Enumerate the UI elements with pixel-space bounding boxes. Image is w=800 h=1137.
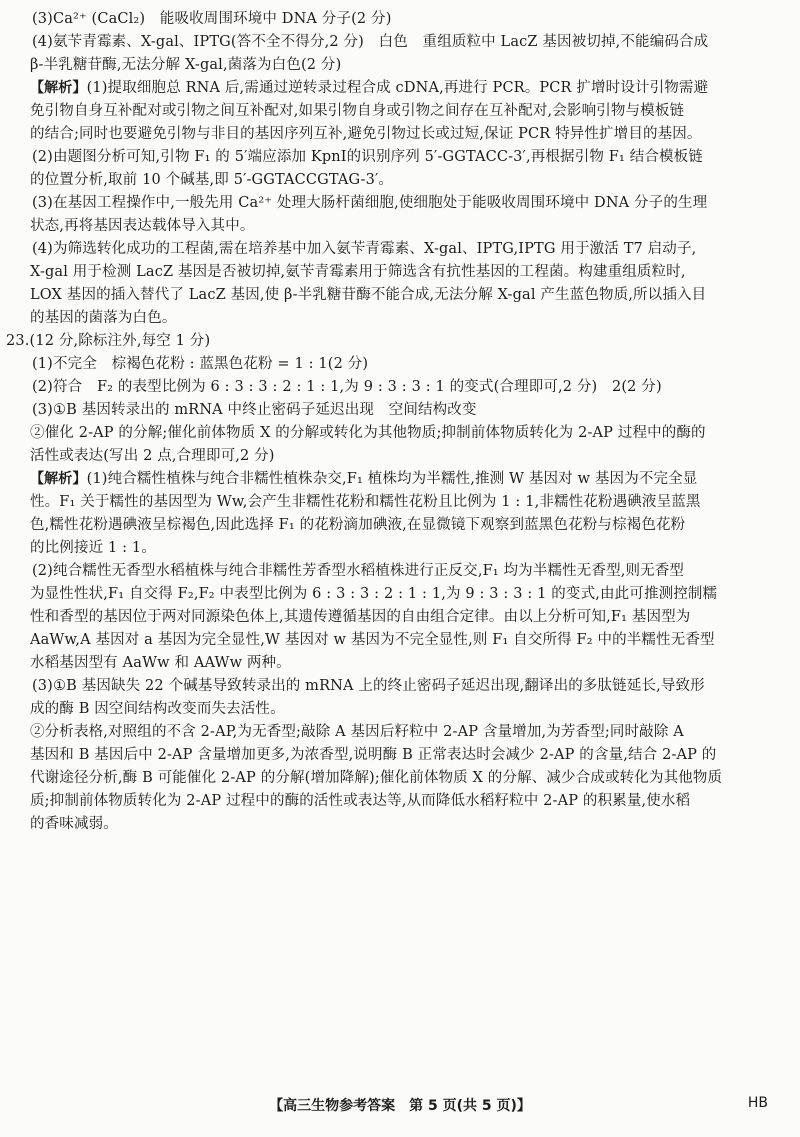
analysis-line: X-gal 用于检测 LacZ 基因是否被切掉,氨苄青霉素用于筛选含有抗性基因的工程菌。构建重组质粒时, xyxy=(30,264,686,280)
analysis-line xyxy=(30,77,774,100)
analysis-line: 水稻基因型有 AaWw 和 AAWw 两种。 xyxy=(30,655,291,671)
analysis-text: (1)纯合糯性植株与纯合非糯性植株杂交,F₁ 植株均为半糯性,推测 W 基因对 w 基因为不完全显 xyxy=(86,471,698,487)
analysis-line: 性和香型的基因位于两对同源染色体上,其遗传遵循基因的自由组合定律。由以上分析可知,F₁ 基因型为 xyxy=(30,609,691,625)
analysis-line: 质;抑制前体物质转化为 2-AP 过程中的酶的活性或表达等,从而降低水稻籽粒中 2-AP 的积累量,使水稻 xyxy=(30,793,691,809)
analysis-line: 状态,再将基因表达载体导入其中。 xyxy=(30,218,255,234)
answer-line: β-半乳糖苷酶,无法分解 X-gal,菌落为白色(2 分) xyxy=(30,57,342,73)
analysis-line: 的比例接近 1 : 1。 xyxy=(30,540,156,556)
answer-line: 活性或表达(写出 2 点,合理即可,2 分) xyxy=(30,448,275,464)
answer-line: (3)①B 基因转录出的 mRNA 中终止密码子延迟出现 空间结构改变 xyxy=(32,402,477,418)
answer-line: (2)符合 F₂ 的表型比例为 6 : 3 : 3 : 2 : 1 : 1,为 9 : 3 : 3 : 1 的变式(合理即可,2 分) 2(2 分) xyxy=(32,379,662,395)
analysis-line: 色,糯性花粉遇碘液呈棕褐色,因此选择 F₁ 的花粉滴加碘液,在显微镜下观察到蓝黑色花粉与棕褐色花粉 xyxy=(30,517,686,533)
analysis-text: (1)提取细胞总 RNA 后,需通过逆转录过程合成 cDNA,再进行 PCR。PCR 扩增时设计引物需避 xyxy=(86,80,709,96)
answer-line: (3)Ca²⁺ (CaCl₂) 能吸收周围环境中 DNA 分子(2 分) xyxy=(32,11,392,27)
analysis-line: 的香味减弱。 xyxy=(30,816,118,832)
analysis-line: 为显性性状,F₁ 自交得 F₂,F₂ 中表型比例为 6 : 3 : 3 : 2 : 1 : 1,为 9 : 3 : 3 : 1 的变式,由此可推测控制糯 xyxy=(30,586,718,602)
page-footer xyxy=(0,1095,800,1119)
answer-line: (1)不完全 棕褐色花粉 : 蓝黑色花粉 = 1 : 1(2 分) xyxy=(32,356,369,372)
footer-title: 【高三生物参考答案 第 5 页(共 5 页)】 xyxy=(269,1098,531,1114)
analysis-tag: 【解析】 xyxy=(30,471,87,487)
analysis-line: 基因和 B 基因后中 2-AP 含量增加更多,为浓香型,说明酶 B 正常表达时会减少 2-AP 的含量,结合 2-AP 的 xyxy=(30,747,717,763)
analysis-line: 免引物自身互补配对或引物之间互补配对,如果引物自身或引物之间存在互补配对,会影响引物与模板链 xyxy=(30,103,685,119)
analysis-line: 的位置分析,取前 10 个碱基,即 5′-GGTACCGTAG-3′。 xyxy=(30,172,394,188)
analysis-line: 成的酶 B 因空间结构改变而失去活性。 xyxy=(30,701,285,717)
answer-line: ②催化 2-AP 的分解;催化前体物质 X 的分解或转化为其他物质;抑制前体物质转化为 2-AP 过程中的酶的 xyxy=(30,425,706,441)
analysis-tag: 【解析】 xyxy=(30,80,87,96)
analysis-line: (3)在基因工程操作中,一般先用 Ca²⁺ 处理大肠杆菌细胞,使细胞处于能吸收周围环境中 DNA 分子的生理 xyxy=(32,195,708,211)
analysis-line: ②分析表格,对照组的不含 2-AP,为无香型;敲除 A 基因后籽粒中 2-AP 含量增加,为芳香型;同时敲除 A xyxy=(30,724,684,740)
answer-page xyxy=(6,8,774,836)
analysis-line: 性。F₁ 关于糯性的基因型为 Ww,会产生非糯性花粉和糯性花粉且比例为 1 : 1,非糯性花粉遇碘液呈蓝黑 xyxy=(30,494,701,510)
answer-line: (4)氨苄青霉素、X-gal、IPTG(答不全不得分,2 分) 白色 重组质粒中 LacZ 基因被切掉,不能编码合成 xyxy=(32,34,709,50)
analysis-line xyxy=(30,468,774,491)
analysis-line: (3)①B 基因缺失 22 个碱基导致转录出的 mRNA 上的终止密码子延迟出现,翻译出的多肽链延长,导致形 xyxy=(32,678,705,694)
footer-code: HB xyxy=(747,1095,768,1111)
question-heading: 23.(12 分,除标注外,每空 1 分) xyxy=(6,333,211,349)
analysis-line: (2)由题图分析可知,引物 F₁ 的 5′端应添加 KpnⅠ的识别序列 5′-GGTACC-3′,再根据引物 F₁ 结合模板链 xyxy=(32,149,703,165)
analysis-line: LOX 基因的插入替代了 LacZ 基因,使 β-半乳糖苷酶不能合成,无法分解 X-gal 产生蓝色物质,所以插入目 xyxy=(30,287,707,303)
analysis-line: 的结合;同时也要避免引物与非目的基因序列互补,避免引物过长或过短,保证 PCR 特异性扩增目的基因。 xyxy=(30,126,702,142)
analysis-line: AaWw,A 基因对 a 基因为完全显性,W 基因对 w 基因为不完全显性,则 F₁ 自交所得 F₂ 中的半糯性无香型 xyxy=(30,632,715,648)
analysis-line: 的基因的菌落为白色。 xyxy=(30,310,177,326)
analysis-line: (2)纯合糯性无香型水稻植株与纯合非糯性芳香型水稻植株进行正反交,F₁ 均为半糯性无香型,则无香型 xyxy=(32,563,685,579)
analysis-line: 代谢途径分析,酶 B 可能催化 2-AP 的分解(增加降解);催化前体物质 X 的分解、减少合成或转化为其他物质 xyxy=(30,770,723,786)
analysis-line: (4)为筛选转化成功的工程菌,需在培养基中加入氨苄青霉素、X-gal、IPTG,IPTG 用于激活 T7 启动子, xyxy=(32,241,697,257)
